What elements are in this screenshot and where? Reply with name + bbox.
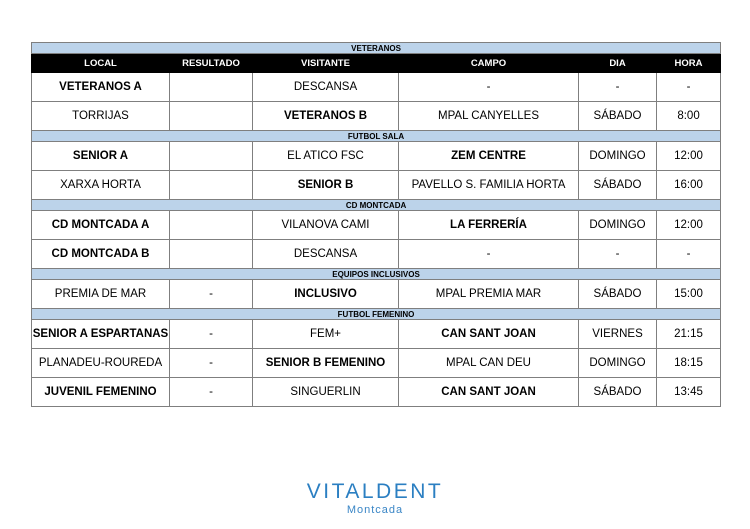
table-row [32,142,721,171]
section-header-row [32,200,721,211]
hora-cell: - [657,240,721,269]
hora-cell: 15:00 [657,280,721,309]
hora-cell: 12:00 [657,211,721,240]
campo-cell: MPAL CAN DEU [399,349,579,378]
campo-cell: ZEM CENTRE [399,142,579,171]
hora-cell: 12:00 [657,142,721,171]
resultado-cell [170,142,253,171]
section-header-row [32,269,721,280]
col-visitante-header: VISITANTE [253,54,399,73]
dia-cell: - [579,240,657,269]
campo-cell: CAN SANT JOAN [399,320,579,349]
table-row [32,240,721,269]
section-title: CD MONTCADA [32,200,721,211]
table-row [32,171,721,200]
schedule-table [31,42,721,407]
visitante-cell: VILANOVA CAMI [253,211,399,240]
table-row [32,102,721,131]
campo-cell: PAVELLO S. FAMILIA HORTA [399,171,579,200]
campo-cell: - [399,240,579,269]
resultado-cell: - [170,280,253,309]
table-row [32,349,721,378]
hora-cell: 18:15 [657,349,721,378]
resultado-cell: - [170,378,253,407]
visitante-cell: SINGUERLIN [253,378,399,407]
section-title: VETERANOS [32,43,721,54]
dia-cell: VIERNES [579,320,657,349]
visitante-cell: FEM+ [253,320,399,349]
dia-cell: DOMINGO [579,211,657,240]
dia-cell: SÁBADO [579,280,657,309]
hora-cell: 16:00 [657,171,721,200]
section-title: FUTBOL FEMENINO [32,309,721,320]
dia-cell: - [579,73,657,102]
local-cell: SENIOR A [32,142,170,171]
resultado-cell: - [170,320,253,349]
resultado-cell [170,240,253,269]
dia-cell: DOMINGO [579,349,657,378]
resultado-cell [170,171,253,200]
resultado-cell [170,102,253,131]
vitaldent-logo [0,481,750,517]
col-campo-header: CAMPO [399,54,579,73]
dia-cell: DOMINGO [579,142,657,171]
section-header-row [32,309,721,320]
campo-cell: MPAL CANYELLES [399,102,579,131]
hora-cell: - [657,73,721,102]
visitante-cell: INCLUSIVO [253,280,399,309]
visitante-cell: DESCANSA [253,240,399,269]
section-title: FUTBOL SALA [32,131,721,142]
local-cell: TORRIJAS [32,102,170,131]
table-row [32,73,721,102]
table-row [32,280,721,309]
hora-cell: 21:15 [657,320,721,349]
resultado-cell [170,211,253,240]
section-title: EQUIPOS INCLUSIVOS [32,269,721,280]
resultado-cell: - [170,349,253,378]
local-cell: VETERANOS A [32,73,170,102]
campo-cell: MPAL PREMIA MAR [399,280,579,309]
table-row [32,211,721,240]
campo-cell: - [399,73,579,102]
local-cell: PREMIA DE MAR [32,280,170,309]
hora-cell: 8:00 [657,102,721,131]
local-cell: SENIOR A ESPARTANAS [32,320,170,349]
column-header-row [32,54,721,73]
campo-cell: CAN SANT JOAN [399,378,579,407]
resultado-cell [170,73,253,102]
local-cell: CD MONTCADA B [32,240,170,269]
col-resultado-header: RESULTADO [170,54,253,73]
section-header-row [32,131,721,142]
visitante-cell: SENIOR B [253,171,399,200]
local-cell: CD MONTCADA A [32,211,170,240]
table-row [32,320,721,349]
local-cell: XARXA HORTA [32,171,170,200]
campo-cell: LA FERRERÍA [399,211,579,240]
logo-location-text: Montcada [346,504,404,516]
local-cell: JUVENIL FEMENINO [32,378,170,407]
section-header-row [32,43,721,54]
local-cell: PLANADEU-ROUREDA [32,349,170,378]
table-row [32,378,721,407]
visitante-cell: SENIOR B FEMENINO [253,349,399,378]
col-local-header: LOCAL [32,54,170,73]
dia-cell: SÁBADO [579,171,657,200]
visitante-cell: EL ATICO FSC [253,142,399,171]
visitante-cell: VETERANOS B [253,102,399,131]
col-hora-header: HORA [657,54,721,73]
col-dia-header: DIA [579,54,657,73]
dia-cell: SÁBADO [579,378,657,407]
visitante-cell: DESCANSA [253,73,399,102]
dia-cell: SÁBADO [579,102,657,131]
logo-brand-text: VITALDENT [306,480,444,503]
hora-cell: 13:45 [657,378,721,407]
